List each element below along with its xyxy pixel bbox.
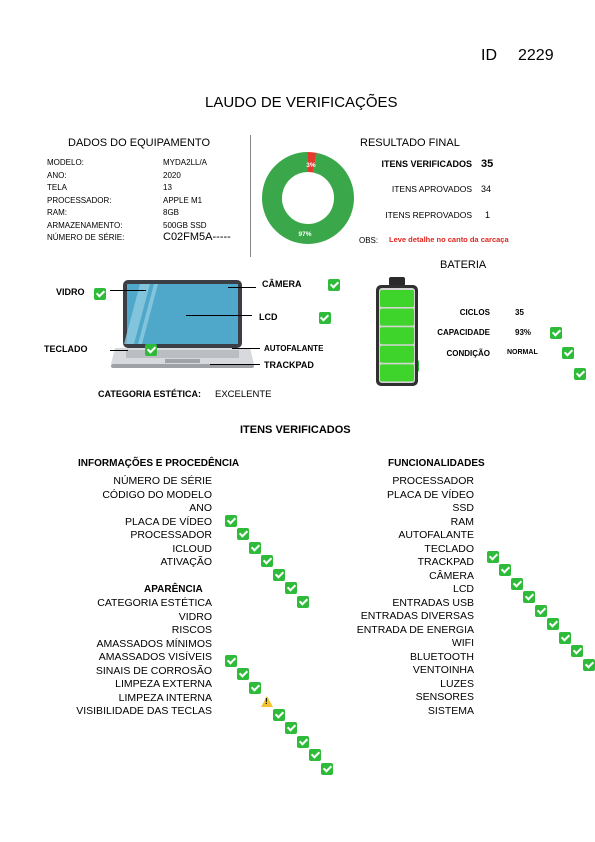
battery-icon xyxy=(372,276,422,388)
laptop-illustration xyxy=(110,278,255,376)
func-item: SISTEMA xyxy=(427,704,474,717)
vidro-check-icon xyxy=(94,288,106,300)
checked-title: ITENS VERIFICADOS xyxy=(240,424,351,436)
appearance-item: RISCOS xyxy=(171,624,212,636)
obs-label: OBS: xyxy=(359,236,379,245)
func-item: SENSORES xyxy=(415,691,474,703)
equipment-field-label: ARMAZENAMENTO: xyxy=(47,220,123,230)
result-stat-label: ITENS REPROVADOS xyxy=(385,210,472,220)
func-item: AUTOFALANTE xyxy=(398,529,474,541)
info-item: ANO xyxy=(189,502,212,514)
divider xyxy=(250,135,251,257)
equipment-field-value: APPLE M1 xyxy=(163,195,203,205)
battery-check-icon xyxy=(574,368,586,380)
appearance-check-icon xyxy=(225,655,237,667)
func-check-icon xyxy=(511,578,523,590)
equipment-field-value: 13 xyxy=(163,183,172,192)
func-item: BLUETOOTH xyxy=(410,650,474,663)
func-item: SSD xyxy=(452,502,474,514)
equipment-field-label: PROCESSADOR: xyxy=(47,195,112,205)
func-item: LUZES xyxy=(440,677,474,690)
label-vidro: VIDRO xyxy=(56,287,85,297)
appearance-item: LIMPEZA INTERNA xyxy=(118,691,212,704)
page-title: LAUDO DE VERIFICAÇÕES xyxy=(205,94,398,111)
label-trackpad: TRACKPAD xyxy=(264,360,314,370)
equipment-field-value: MYDA2LL/A xyxy=(163,158,208,167)
id-label: ID xyxy=(481,47,497,64)
equipment-field-label: NÚMERO DE SÉRIE: xyxy=(47,233,125,242)
info-check-icon xyxy=(273,569,285,581)
info-check-icon xyxy=(261,555,273,567)
camera-check-icon xyxy=(328,279,340,291)
func-item: ENTRADA DE ENERGIA xyxy=(356,623,474,636)
label-teclado: TECLADO xyxy=(44,344,88,354)
info-item: PROCESSADOR xyxy=(130,529,212,541)
func-item: LCD xyxy=(452,583,474,595)
equipment-field-label: MODELO: xyxy=(47,158,84,167)
func-title: FUNCIONALIDADES xyxy=(388,458,485,469)
appearance-item: AMASSADOS MÍNIMOS xyxy=(96,637,212,650)
appearance-item: SINAIS DE CORROSÃO xyxy=(95,664,212,677)
equipment-title: DADOS DO EQUIPAMENTO xyxy=(68,137,211,149)
battery-row-label: CAPACIDADE xyxy=(437,328,490,337)
appearance-item: AMASSADOS VISÍVEIS xyxy=(98,651,212,663)
appearance-check-icon xyxy=(297,736,309,748)
func-item: PROCESSADOR xyxy=(392,475,474,487)
info-check-icon xyxy=(225,515,237,527)
battery-row-label: CICLOS xyxy=(459,308,490,317)
battery-row-label: CONDIÇÃO xyxy=(446,349,490,358)
label-lcd: LCD xyxy=(259,312,278,322)
result-stat-label: ITENS VERIFICADOS xyxy=(381,159,472,169)
id-value: 2229 xyxy=(518,47,554,64)
info-item: NÚMERO DE SÉRIE xyxy=(113,475,212,487)
result-stat-value: 1 xyxy=(485,210,491,220)
battery-row-value: NORMAL xyxy=(507,349,538,356)
autofalante-line xyxy=(232,348,260,349)
result-title: RESULTADO FINAL xyxy=(360,137,460,149)
teclado-check-icon xyxy=(145,344,157,356)
func-check-icon xyxy=(571,645,583,657)
battery-cell xyxy=(380,309,414,326)
donut-good-label: 97% xyxy=(298,231,312,238)
battery-cell xyxy=(380,364,414,381)
appearance-check-icon xyxy=(285,722,297,734)
battery-cell xyxy=(380,327,414,344)
result-stat-value: 35 xyxy=(481,158,494,170)
equipment-field-value: 500GB SSD xyxy=(163,220,207,230)
warning-icon xyxy=(261,696,273,707)
aesthetic-value: EXCELENTE xyxy=(215,389,272,400)
func-check-icon xyxy=(583,659,595,671)
result-stat-value: 34 xyxy=(481,184,492,194)
appearance-check-icon xyxy=(309,749,321,761)
result-stat-label: ITENS APROVADOS xyxy=(391,184,472,194)
func-check-icon xyxy=(523,591,535,603)
aesthetic-label: CATEGORIA ESTÉTICA: xyxy=(98,389,201,399)
func-check-icon xyxy=(535,605,547,617)
func-item: PLACA DE VÍDEO xyxy=(387,488,474,501)
battery-row-value: 35 xyxy=(515,308,524,317)
func-item: CÂMERA xyxy=(429,569,474,582)
info-item: ATIVAÇÃO xyxy=(160,556,212,568)
func-check-icon xyxy=(547,618,559,630)
equipment-field-value: C02FM5A----- xyxy=(163,231,231,243)
battery-cell xyxy=(380,346,414,363)
equipment-field-value: 2020 xyxy=(163,170,181,180)
equipment-field-label: RAM: xyxy=(47,208,67,217)
info-item: ICLOUD xyxy=(172,542,212,555)
appearance-check-icon xyxy=(273,709,285,721)
battery-cell xyxy=(380,290,414,307)
func-item: RAM xyxy=(450,515,474,528)
appearance-item: VIDRO xyxy=(178,610,212,623)
appearance-check-icon xyxy=(321,763,333,775)
appearance-title: APARÊNCIA xyxy=(144,584,203,595)
appearance-check-icon xyxy=(237,668,249,680)
func-item: ENTRADAS USB xyxy=(392,596,474,609)
battery-title: BATERIA xyxy=(440,259,487,271)
info-check-icon xyxy=(285,582,297,594)
info-item: PLACA DE VÍDEO xyxy=(125,515,212,528)
info-check-icon xyxy=(249,542,261,554)
equipment-field-label: ANO: xyxy=(47,170,67,180)
lcd-check-icon xyxy=(319,312,331,324)
info-check-icon xyxy=(237,528,249,540)
battery-row-value: 93% xyxy=(515,328,532,337)
info-check-icon xyxy=(297,596,309,608)
func-item: ENTRADAS DIVERSAS xyxy=(360,610,474,622)
vidro-line xyxy=(110,290,146,291)
appearance-item: VISIBILIDADE DAS TECLAS xyxy=(76,705,212,717)
trackpad-line xyxy=(210,364,260,365)
donut-bad-label: 3% xyxy=(306,162,316,169)
info-item: CÓDIGO DO MODELO xyxy=(102,488,212,501)
equipment-field-value: 8GB xyxy=(163,208,180,217)
appearance-item: LIMPEZA EXTERNA xyxy=(115,678,212,690)
teclado-line xyxy=(110,350,128,351)
func-item: TECLADO xyxy=(424,542,474,555)
label-autofalante: AUTOFALANTE xyxy=(264,344,324,353)
battery-check-icon xyxy=(550,327,562,339)
func-item: VENTOINHA xyxy=(412,664,474,676)
info-title: INFORMAÇÕES E PROCEDÊNCIA xyxy=(78,458,240,469)
appearance-check-icon xyxy=(249,682,261,694)
obs-text: Leve detalhe no canto da carcaça xyxy=(389,235,509,244)
result-donut-chart xyxy=(260,150,356,246)
func-check-icon xyxy=(499,564,511,576)
appearance-item: CATEGORIA ESTÉTICA xyxy=(97,597,212,609)
lcd-line xyxy=(186,315,252,316)
camera-line xyxy=(228,287,256,288)
func-check-icon xyxy=(487,551,499,563)
func-item: WIFI xyxy=(451,637,474,649)
func-item: TRACKPAD xyxy=(417,556,474,568)
label-camera: CÂMERA xyxy=(262,279,302,289)
func-check-icon xyxy=(559,632,571,644)
battery-check-icon xyxy=(562,347,574,359)
equipment-field-label: TELA xyxy=(47,183,68,192)
